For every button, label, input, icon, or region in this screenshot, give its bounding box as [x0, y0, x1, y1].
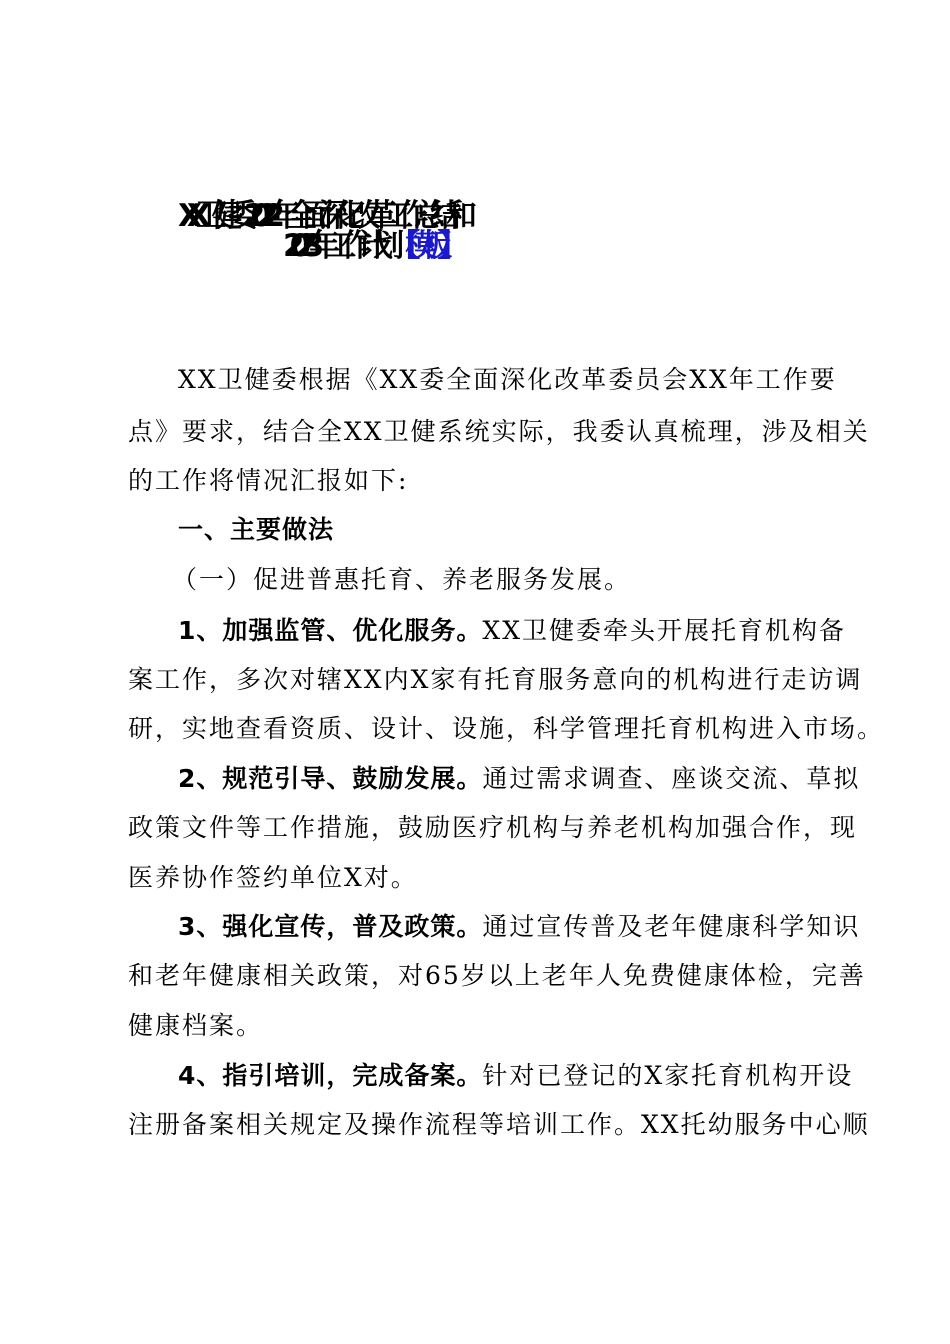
- intro-line-3: 的工作将情况汇报如下:: [128, 466, 409, 495]
- item-4-line-2: 注册备案相关规定及操作流程等培训工作。XX托幼服务中心顺: [128, 1110, 870, 1139]
- item-1-text: XX卫健委牵头开展托育机构备: [482, 616, 847, 645]
- item-1-line-2: 案工作，多次对辖XX内X家有托育服务意向的机构进行走访调: [128, 665, 863, 694]
- subsection-heading: （一）促进普惠托育、养老服务发展。: [172, 565, 632, 594]
- item-3-line-1: [178, 909, 878, 945]
- document-title-line-1: XX卫健委2022年全面深化改革工作总结和: [178, 198, 463, 234]
- item-2-lead: 2、规范引导、鼓励发展。: [178, 764, 483, 793]
- intro-line-1: XX卫健委根据《XX委全面深化改革委员会XX年工作要: [178, 365, 837, 394]
- item-2-line-3: 医养协作签约单位X对。: [128, 863, 418, 892]
- section-heading: 一、主要做法: [178, 515, 335, 544]
- item-3-line-2: 和老年健康相关政策，对65岁以上老年人免费健康体检，完善: [128, 961, 866, 990]
- item-2-line-1: [178, 761, 878, 797]
- item-3-line-3: 健康档案。: [128, 1011, 264, 1040]
- item-4-lead: 4、指引培训，完成备案。: [178, 1061, 483, 1090]
- item-4-line-1: [178, 1058, 878, 1094]
- item-2-text: 通过需求调查、座谈交流、草拟: [482, 764, 861, 793]
- title-main-text: 2023年工作计划: [283, 228, 390, 264]
- item-1-lead: 1、加强监管、优化服务。: [178, 616, 483, 645]
- item-4-text: 针对已登记的X家托育机构开设: [482, 1061, 854, 1090]
- item-1-line-1: [178, 613, 878, 649]
- item-1-line-3: 研，实地查看资质、设计、设施，科学管理托育机构进入市场。: [128, 714, 885, 743]
- title-template-tag: 【模板】: [389, 228, 454, 264]
- item-3-lead: 3、强化宣传，普及政策。: [178, 912, 483, 941]
- item-3-text: 通过宣传普及老年健康科学知识: [482, 912, 861, 941]
- item-2-line-2: 政策文件等工作措施，鼓励医疗机构与养老机构加强合作，现: [128, 813, 858, 842]
- intro-line-2: 点》要求，结合全XX卫健系统实际，我委认真梳理，涉及相关: [128, 417, 870, 446]
- document-title-line-2: [0, 226, 950, 266]
